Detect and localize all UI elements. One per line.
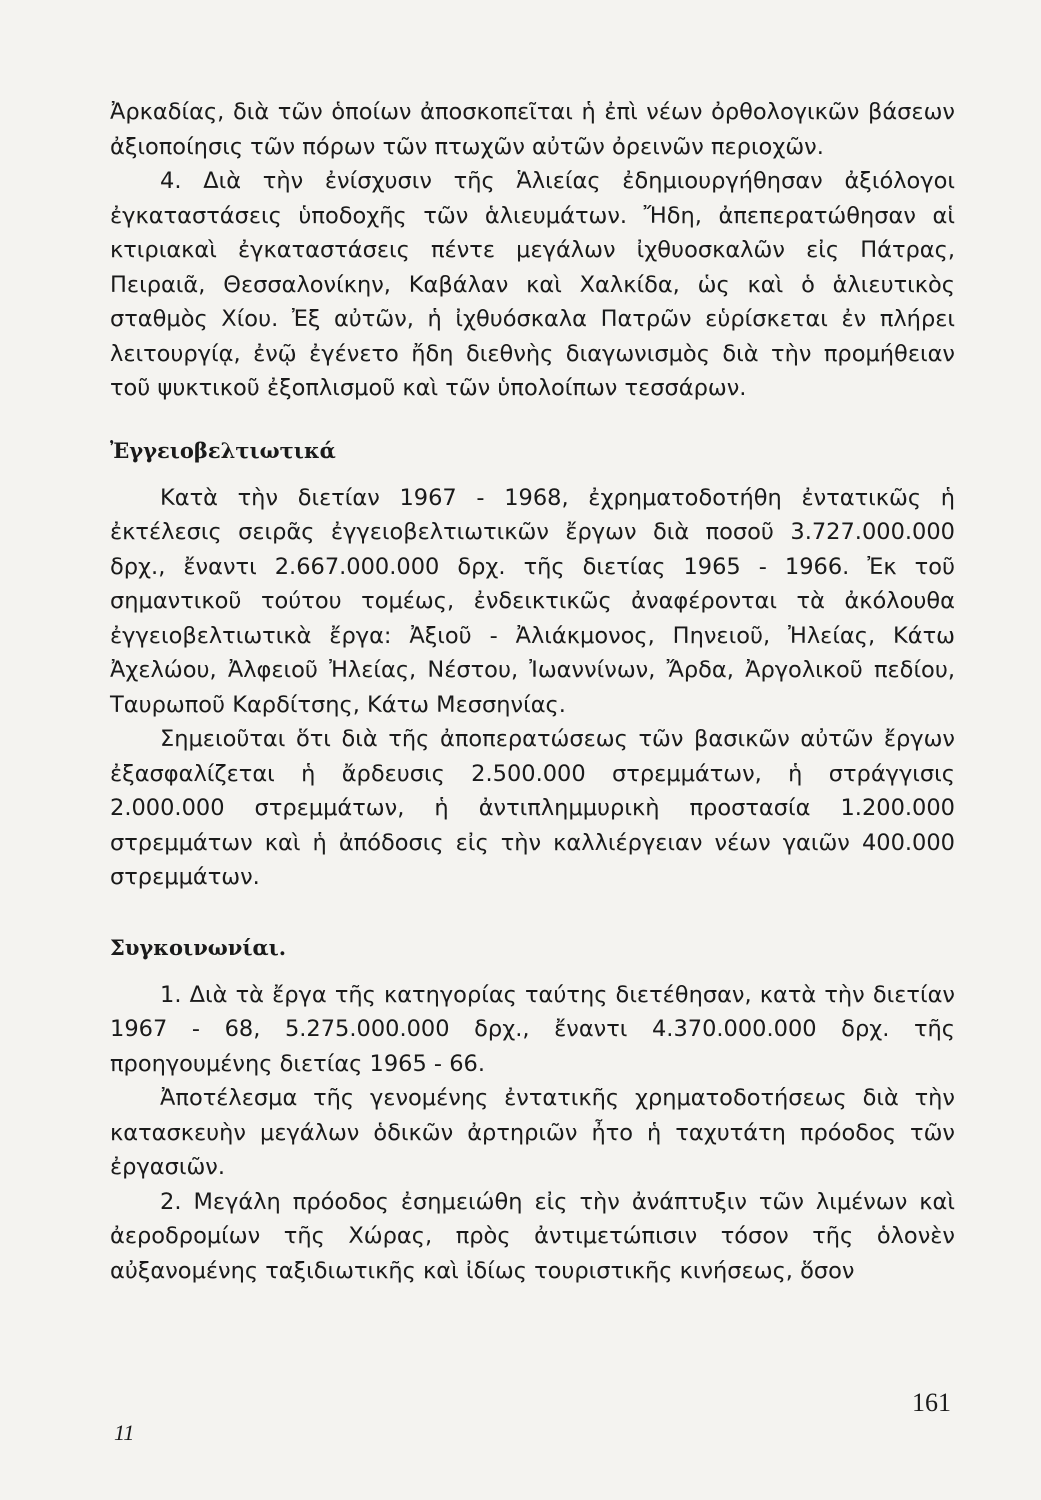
section-heading-communications: Συγκοινωνίαι. bbox=[110, 934, 287, 960]
signature-mark: 11 bbox=[114, 1420, 135, 1445]
paragraph-comm-2: Ἀποτέλεσμα τῆς γενομένης ἐντατικῆς χρηματοδοτήσεως διὰ τὴν κατασκευὴν μεγάλων ὁδικῶν ἀρτηριῶν ἦτο ἡ ταχυτάτη πρόοδος τῶν ἐργασιῶν. bbox=[110, 1085, 955, 1180]
paragraph-intro-2: 4. Διὰ τὴν ἐνίσχυσιν τῆς Ἁλιείας ἐδημιουργήθησαν ἀξιόλογοι ἐγκαταστάσεις ὑποδοχῆς τῶν ἁλιευμάτων. Ἤδη, ἀπεπερατώθησαν αἱ κτιριακαὶ ἐγκαταστάσεις πέντε μεγάλων ἰχθυοσκαλῶν εἰς Πάτρας, Πειραιᾶ, Θεσσαλονίκην, Καβάλαν καὶ Χαλκίδα, ὡς καὶ ὁ ἁλιευτικὸς σταθμὸς Χίου. Ἐξ αὐτῶν, ἡ ἰχθυόσκαλα Πατρῶν εὑρίσκεται ἐν πλήρει λειτουργίᾳ, ἐνῷ ἐγένετο ἤδη διεθνὴς διαγωνισμὸς διὰ τὴν προμήθειαν τοῦ ψυκτικοῦ ἐξοπλισμοῦ καὶ τῶν ὑπολοίπων τεσσάρων. bbox=[110, 168, 955, 401]
paragraph-comm-3: 2. Μεγάλη πρόοδος ἐσημειώθη εἰς τὴν ἀνάπτυξιν τῶν λιμένων καὶ ἀεροδρομίων τῆς Χώρας, πρὸς ἀντιμετώπισιν τόσον τῆς ὁλονὲν αὐξανομένης ταξιδιωτικῆς καὶ ἰδίως τουριστικῆς κινήσεως, ὅσον bbox=[110, 1188, 955, 1284]
paragraph-land-2: Σημειοῦται ὅτι διὰ τῆς ἀποπερατώσεως τῶν βασικῶν αὐτῶν ἔργων ἐξασφαλίζεται ἡ ἄρδευσις 2.500.000 στρεμμάτων, ἡ στράγγισις 2.000.000 στρεμμάτων, ἡ ἀντιπλημμυρικὴ προστασία 1.200.000 στρεμμάτων καὶ ἡ ἀπόδοσις εἰς τὴν καλλιέργειαν νέων γαιῶν 400.000 στρεμμάτων. bbox=[110, 726, 955, 890]
paragraph-land-1: Κατὰ τὴν διετίαν 1967 - 1968, ἐχρηματοδοτήθη ἐντατικῶς ἡ ἐκτέλεσις σειρᾶς ἐγγειοβελτιωτικῶν ἔργων διὰ ποσοῦ 3.727.000.000 δρχ., ἔναντι 2.667.000.000 δρχ. τῆς διετίας 1965 - 1966. Ἐκ τοῦ σημαντικοῦ τούτου τομέως, ἐνδεικτικῶς ἀναφέρονται τὰ ἀκόλουθα ἐγγειοβελτιωτικὰ ἔργα: Ἀξιοῦ - Ἀλιάκμονος, Πηνειοῦ, Ἠλείας, Κάτω Ἀχελώου, Ἀλφειοῦ Ἠλείας, Νέστου, Ἰωαννίνων, Ἄρδα, Ἀργολικοῦ πεδίου, Ταυρωποῦ Καρδίτσης, Κάτω Μεσσηνίας. bbox=[110, 484, 955, 718]
page-body bbox=[110, 95, 955, 1288]
section-heading-land-improvement: Ἐγγειοβελτιωτικά bbox=[110, 437, 336, 463]
page-number: 161 bbox=[912, 1388, 951, 1417]
paragraph-intro-1: Ἀρκαδίας, διὰ τῶν ὁποίων ἀποσκοπεῖται ἡ ἐπὶ νέων ὀρθολογικῶν βάσεων ἀξιοποίησις τῶν πόρων τῶν πτωχῶν αὐτῶν ὀρεινῶν περιοχῶν. bbox=[110, 99, 955, 160]
paragraph-comm-1: 1. Διὰ τὰ ἔργα τῆς κατηγορίας ταύτης διετέθησαν, κατὰ τὴν διετίαν 1967 - 68, 5.275.000.000 δρχ., ἔναντι 4.370.000.000 δρχ. τῆς προηγουμένης διετίας 1965 - 66. bbox=[110, 981, 955, 1077]
